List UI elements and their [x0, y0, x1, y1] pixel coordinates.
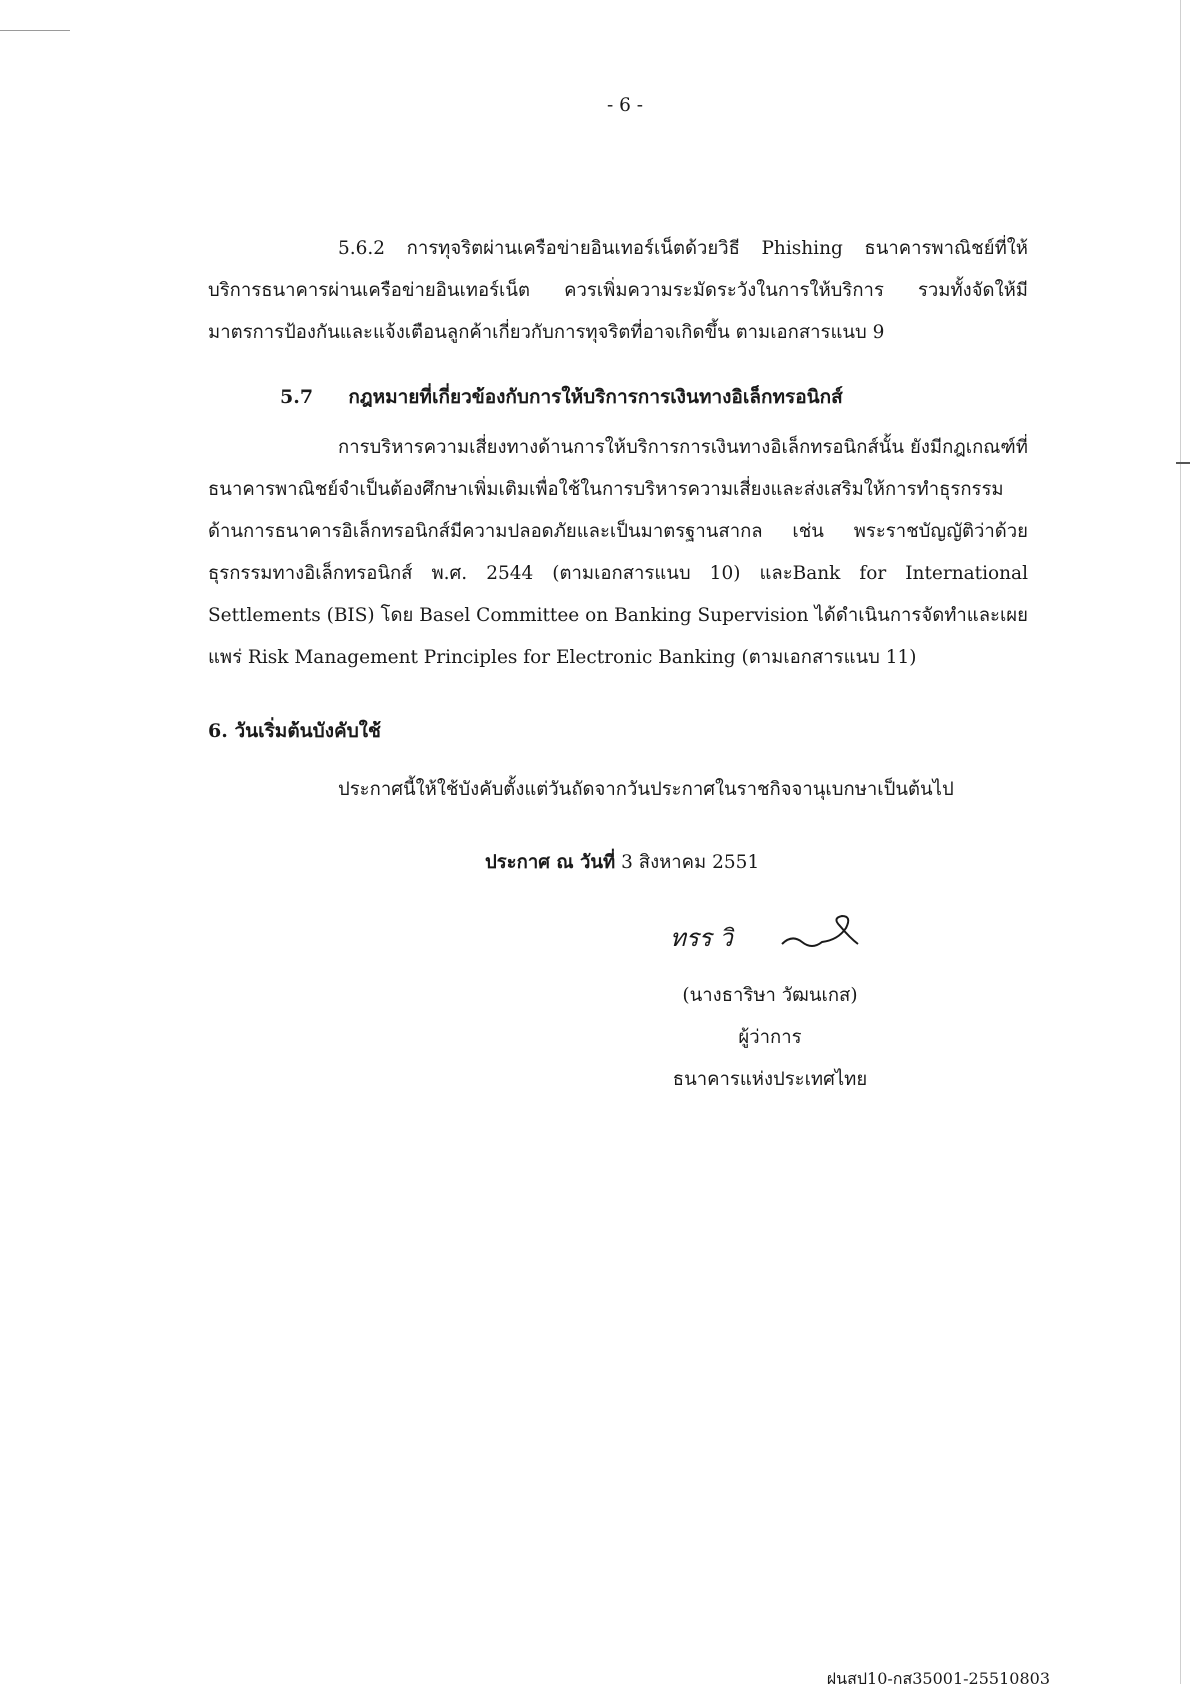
announcement-date: 3 สิงหาคม 2551	[621, 852, 760, 873]
announcement-label: ประกาศ ณ วันที่	[485, 852, 616, 873]
scan-artifact-top-line	[0, 30, 70, 31]
signature-stroke-icon	[780, 908, 860, 958]
section-6-heading: 6. วันเริ่มต้นบังคับใช้	[208, 720, 381, 742]
handwritten-signature: ทรร วิ	[670, 924, 733, 952]
signatory-name: (นางธาริษา วัฒนเกส)	[682, 985, 858, 1006]
scan-artifact-right-tick	[1176, 462, 1190, 464]
section-5-7-paragraph: การบริหารความเสี่ยงทางด้านการให้บริการการเงินทางอิเล็กทรอนิกส์นั้น ยังมีกฎเกณฑ์ที่ธนาคารพาณิชย์จำเป็นต้องศึกษาเพิ่มเติมเพื่อใช้ในการบริหารความเสี่ยงและส่งเสริมให้การทำธุรกรรมด้านการธนาคารอิเล็กทรอนิกส์มีความปลอดภัยและเป็นมาตรฐานสากล เช่น พระราชบัญญัติว่าด้วยธุรกรรมทางอิเล็กทรอนิกส์ พ.ศ. 2544 (ตามเอกสารแนบ 10) และBank for International Settlements (BIS) โดย Basel Committee on Banking Supervision ได้ดำเนินการจัดทำและเผยแพร่ Risk Management Principles for Electronic Banking (ตามเอกสารแนบ 11)	[208, 437, 1028, 668]
signatory-position: ผู้ว่าการ	[738, 1027, 802, 1048]
scan-artifact-right-edge	[1180, 0, 1181, 1684]
page-number: - 6 -	[606, 95, 644, 116]
signatory-organization: ธนาคารแห่งประเทศไทย	[672, 1069, 868, 1090]
section-5-7-heading	[280, 382, 843, 412]
section-6-paragraph: ประกาศนี้ให้ใช้บังคับตั้งแต่วันถัดจากวันประกาศในราชกิจจานุเบกษาเป็นต้นไป	[338, 779, 954, 800]
signature-block	[620, 975, 920, 1101]
section-5-6-2-paragraph: 5.6.2 การทุจริตผ่านเครือข่ายอินเทอร์เน็ตด้วยวิธี Phishing ธนาคารพาณิชย์ที่ให้บริการธนาคารผ่านเครือข่ายอินเทอร์เน็ต ควรเพิ่มความระมัดระวังในการให้บริการ รวมทั้งจัดให้มีมาตรการป้องกันและแจ้งเตือนลูกค้าเกี่ยวกับการทุจริตที่อาจเกิดขึ้น ตามเอกสารแนบ 9	[208, 238, 1028, 343]
section-5-7-title: กฎหมายที่เกี่ยวข้องกับการให้บริการการเงินทางอิเล็กทรอนิกส์	[348, 386, 843, 408]
announcement-date-line	[485, 848, 759, 877]
document-code-footer: ฝนสป10-กส35001-25510803	[826, 1669, 1050, 1688]
section-5-7-number: 5.7	[280, 386, 314, 408]
